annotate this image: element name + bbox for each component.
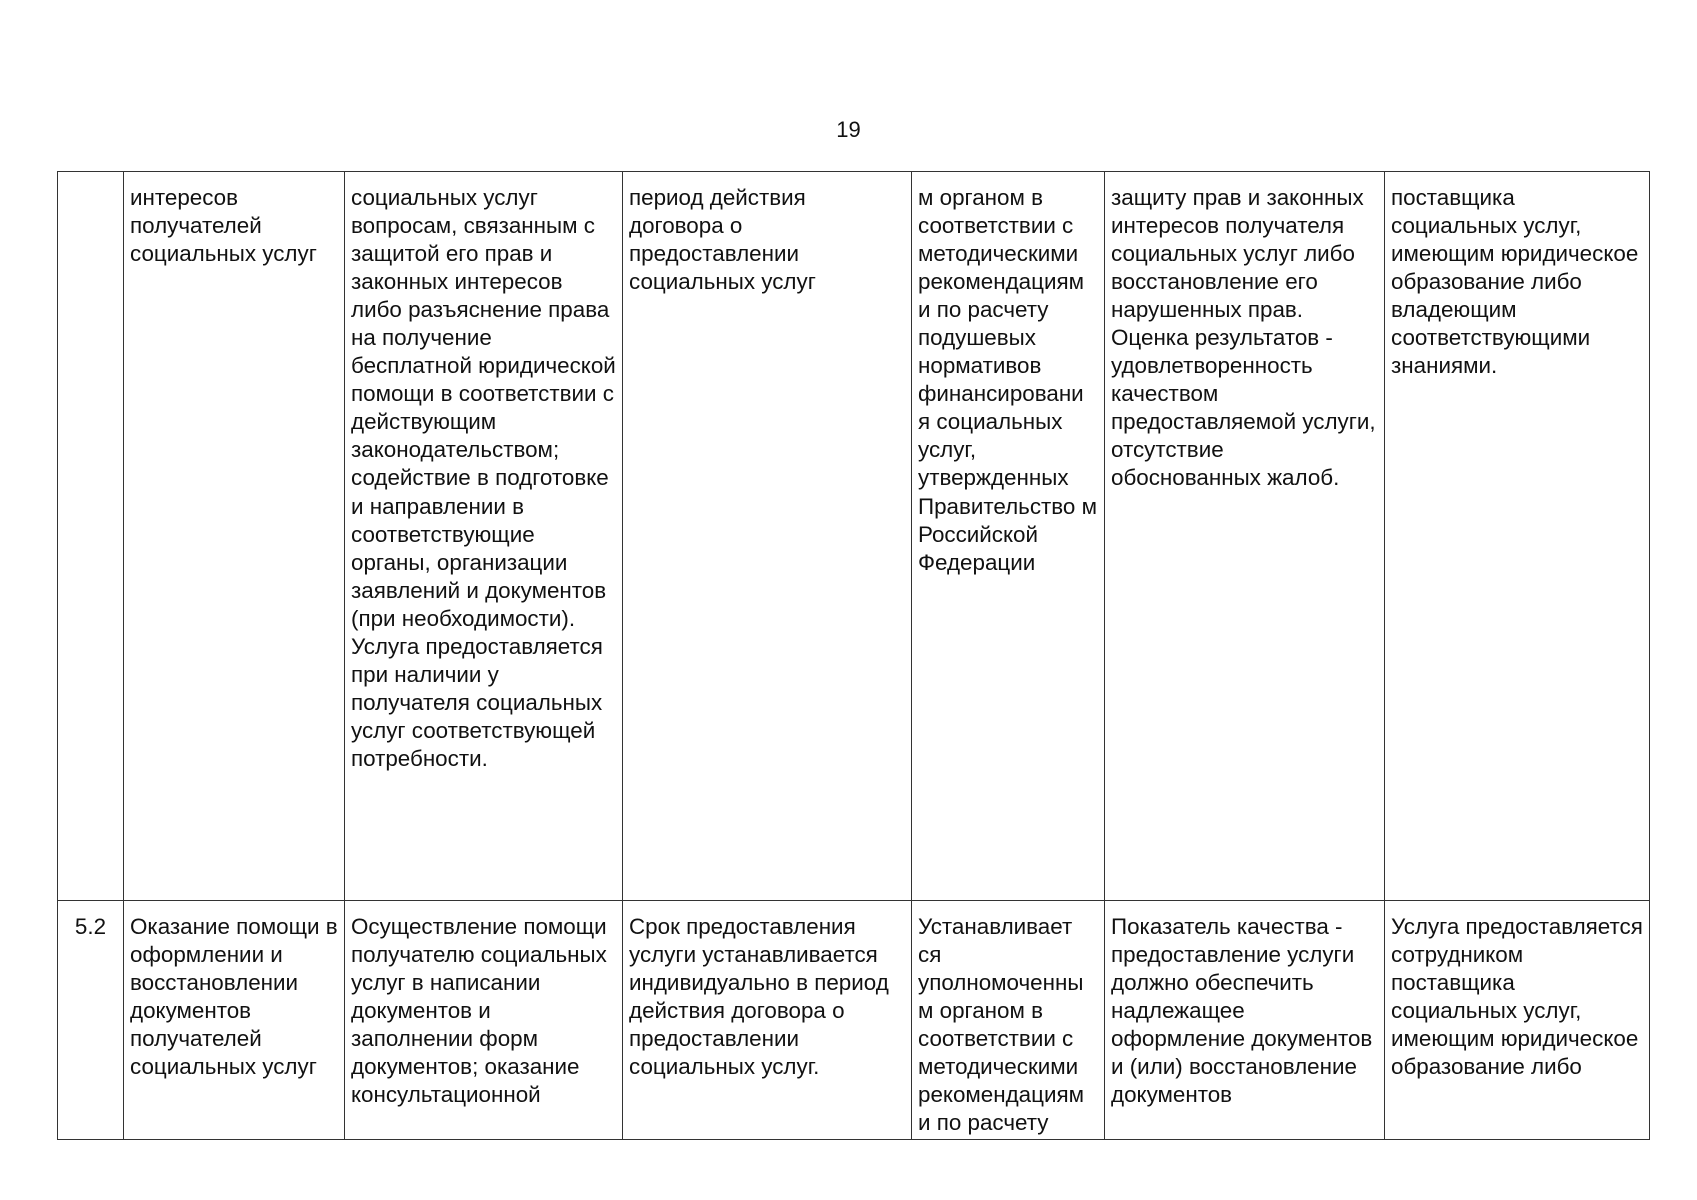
page-number: 19 <box>836 117 861 142</box>
service-conditions-cell: Услуга предоставляется сотрудником поставщика социальных услуг, имеющим юридическое образование либо <box>1385 901 1650 1140</box>
quality-indicators-cell: Показатель качества - предоставление услуги должно обеспечить надлежащее оформление документов и (или) восстановление документов <box>1105 901 1385 1140</box>
service-tariff-cell: м органом в соответствии с методическими рекомендациям и по расчету подушевых нормативов финансировани я социальных услуг, утвержденных Правительство м Российской Федерации <box>912 172 1105 901</box>
service-name-cell: Оказание помощи в оформлении и восстановлении документов получателей социальных услуг <box>124 901 345 1140</box>
service-conditions-cell: поставщика социальных услуг, имеющим юридическое образование либо владеющим соответствующими знаниями. <box>1385 172 1650 901</box>
table-row-continued <box>58 172 1650 901</box>
service-description-cell: социальных услуг вопросам, связанным с защитой его прав и законных интересов либо разъяснение права на получение бесплатной юридической помощи в соответствии с действующим законодательством; содействие в подготовке и направлении в соответствующие органы, организации заявлений и документов (при необходимости). Услуга предоставляется при наличии у получателя социальных услуг соответствующей потребности. <box>345 172 623 901</box>
service-description-cell: Осуществление помощи получателю социальных услуг в написании документов и заполнении форм документов; оказание консультационной <box>345 901 623 1140</box>
service-name-cell: интересов получателей социальных услуг <box>124 172 345 901</box>
service-term-cell: период действия договора о предоставлении социальных услуг <box>623 172 912 901</box>
row-number-cell: 5.2 <box>58 901 124 1140</box>
table-row-5-2 <box>58 901 1650 1140</box>
services-table <box>57 171 1650 1140</box>
service-tariff-cell: Устанавливает ся уполномоченны м органом в соответствии с методическими рекомендациям и по расчету <box>912 901 1105 1140</box>
quality-indicators-cell: защиту прав и законных интересов получателя социальных услуг либо восстановление его нарушенных прав. Оценка результатов - удовлетворенность качеством предоставляемой услуги, отсутствие обоснованных жалоб. <box>1105 172 1385 901</box>
row-number-cell <box>58 172 124 901</box>
service-term-cell: Срок предоставления услуги устанавливается индивидуально в период действия договора о предоставлении социальных услуг. <box>623 901 912 1140</box>
